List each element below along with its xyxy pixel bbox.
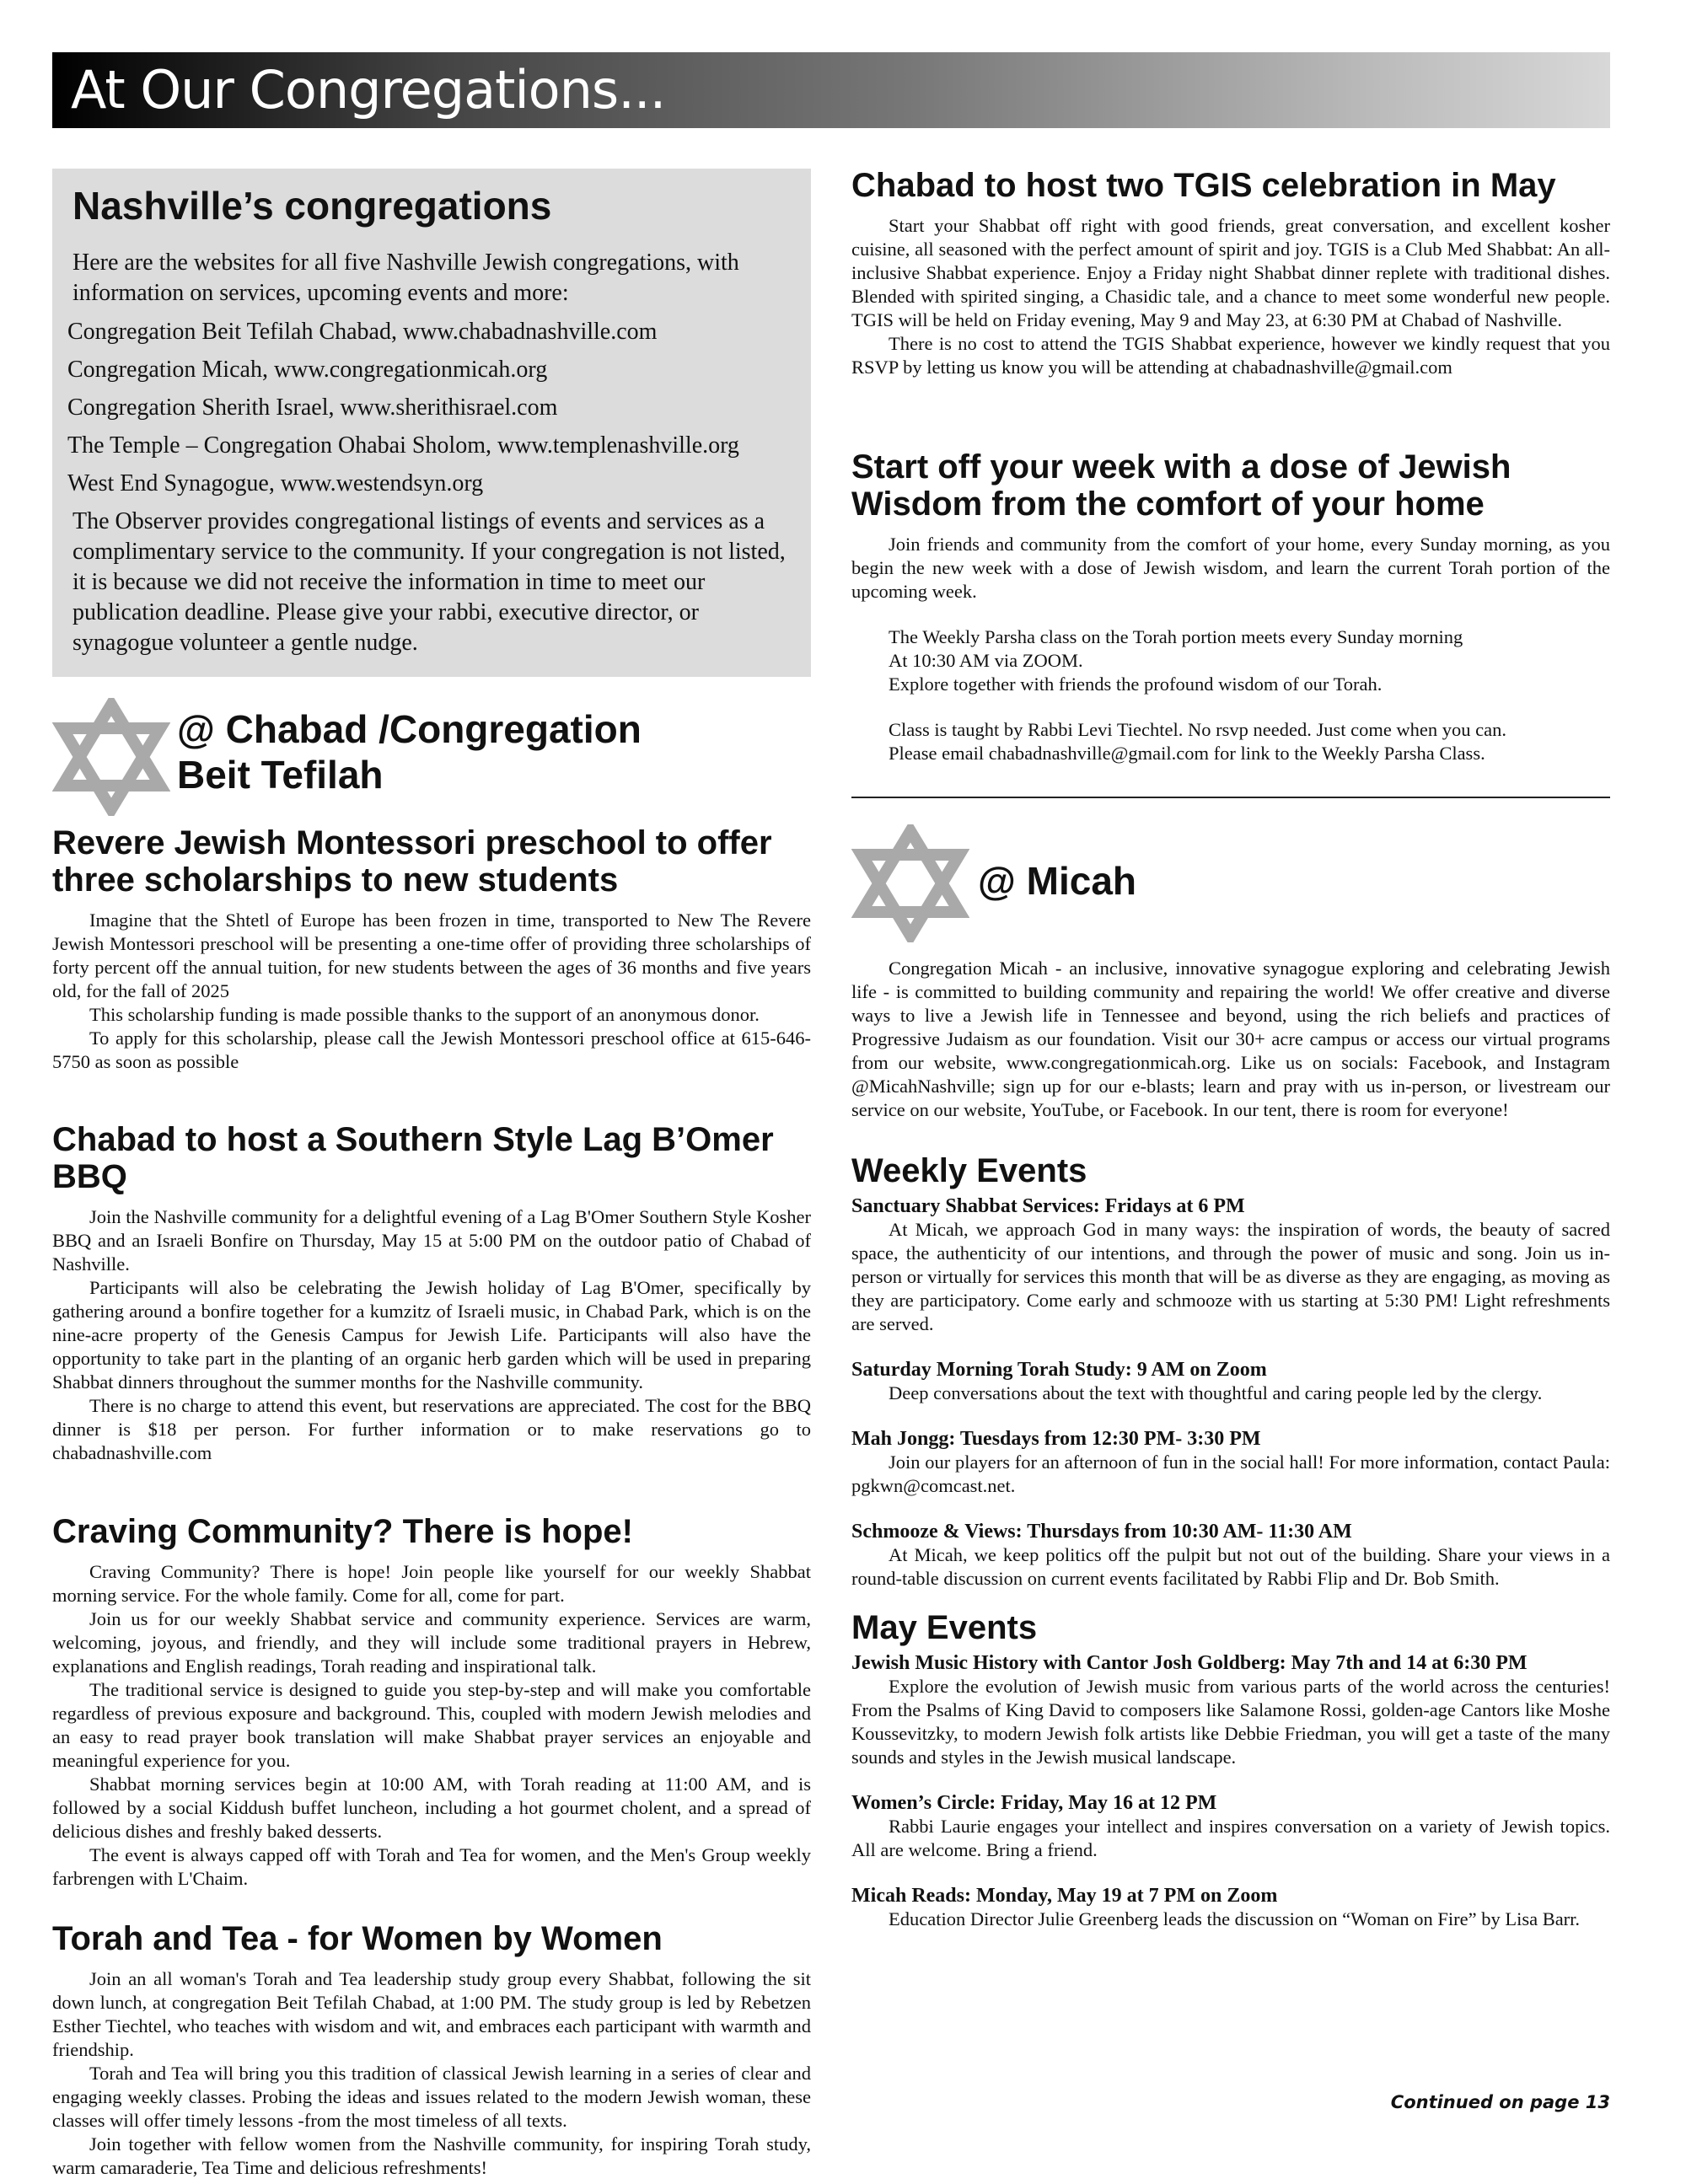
event-text: Explore the evolution of Jewish music from various parts of the world across the centuries! From the Psalms of King David to composers like Salamone Rossi, golden-age Cantors like Moshe Koussevitzky, to modern Jewish folk artists like Debbie Friedman, you will get a taste of the many sounds and styles in the Jewish musical landscape. bbox=[851, 1676, 1610, 1768]
paragraph: Imagine that the Shtetl of Europe has been frozen in time, transported to New The Revere Jewish Montessori preschool will be presenting a one-time offer of providing three scholarships of forty percent off the annual tuition, for new students between the ages of 36 months and five years old, for the fall of 2025 bbox=[52, 910, 811, 1001]
paragraph: Torah and Tea will bring you this tradition of classical Jewish learning in a series of clear and engaging weekly classes. Probing the ideas and issues related to the modern Jewish woman, these classes will offer timely lessons -from the most timeless of all texts. bbox=[52, 2063, 811, 2131]
box-note: The Observer provides congregational listings of events and services as a complimentary service to the community. If your congregation is not listed, it is because we did not receive the information in time to meet our publication deadline. Please give your rabbi, executive director, or synagogue volunteer a gentle nudge. bbox=[72, 508, 786, 656]
site-item: Congregation Sherith Israel, www.sherithisrael.com bbox=[67, 394, 558, 421]
article-lag-bomer bbox=[52, 1121, 811, 1465]
box-title: Nashville’s congregations bbox=[72, 184, 552, 228]
chabad-heading-line1: @ Chabad /Congregation bbox=[177, 707, 642, 751]
paragraph: Craving Community? There is hope! Join people like yourself for our weekly Shabbat morning service. For the whole family. Come for all, come for part. bbox=[52, 1561, 811, 1606]
event-item bbox=[851, 1791, 1610, 1862]
paragraph: There is no charge to attend this event, but reservations are appreciated. The cost for the BBQ dinner is $18 per person. For further information or to make reservations go to chabadnashville.com bbox=[52, 1395, 811, 1463]
event-text: Education Director Julie Greenberg leads the discussion on “Woman on Fire” by Lisa Barr. bbox=[889, 1908, 1581, 1929]
event-title: Jewish Music History with Cantor Josh Goldberg: May 7th and 14 at 6:30 PM bbox=[851, 1652, 1528, 1674]
site-item: The Temple – Congregation Ohabai Sholom, www.templenashville.org bbox=[67, 432, 739, 459]
article-title: Chabad to host a Southern Style Lag B’Omer BBQ bbox=[52, 1121, 774, 1195]
article-title: Revere Jewish Montessori preschool to offer three scholarships to new students bbox=[52, 824, 772, 899]
event-title: Mah Jongg: Tuesdays from 12:30 PM- 3:30 PM bbox=[851, 1428, 1261, 1450]
article-title: Start off your week with a dose of Jewish Wisdom from the comfort of your home bbox=[851, 448, 1511, 523]
article-craving-community bbox=[52, 1513, 811, 1891]
event-item bbox=[851, 1358, 1610, 1405]
micah-section-heading: @ Micah bbox=[978, 859, 1136, 903]
site-item: Congregation Beit Tefilah Chabad, www.chabadnashville.com bbox=[67, 319, 658, 345]
article-weekly-parsha bbox=[851, 448, 1610, 765]
article-title: Craving Community? There is hope! bbox=[52, 1513, 633, 1550]
article-tgis bbox=[851, 167, 1610, 379]
chabad-section-heading bbox=[177, 706, 642, 797]
event-text: At Micah, we approach God in many ways: the inspiration of words, the beauty of sacred space, the authenticity of our intentions, and through the power of music and song. Join us in-person or virtually for services this month that will be as diverse as they are engaging, as moving as they are participatory. Come early and schmooze with us starting at 5:30 PM! Light refreshments are served. bbox=[851, 1219, 1610, 1334]
paragraph: Shabbat morning services begin at 10:00 AM, with Torah reading at 11:00 AM, and is followed by a social Kiddush buffet luncheon, including a hot gourmet cholent, and a spread of delicious dishes and freshly baked desserts. bbox=[52, 1773, 811, 1842]
site-item: West End Synagogue, www.westendsyn.org bbox=[67, 470, 484, 496]
micah-section bbox=[851, 957, 1610, 1931]
paragraph: There is no cost to attend the TGIS Shabbat experience, however we kindly request that you RSVP by letting us know you will be attending at chabadnashville@gmail.com bbox=[851, 333, 1610, 378]
event-title: Saturday Morning Torah Study: 9 AM on Zoom bbox=[851, 1359, 1267, 1381]
class-line: The Weekly Parsha class on the Torah portion meets every Sunday morning bbox=[889, 626, 1463, 647]
banner-title: At Our Congregations... bbox=[71, 59, 666, 121]
paragraph: Join us for our weekly Shabbat service and community experience. Services are warm, welcoming, joyous, and friendly, and they will include some traditional prayers in Hebrew, explanations and English readings, Torah reading and inspirational talk. bbox=[52, 1608, 811, 1677]
event-text: At Micah, we keep politics off the pulpit but not out of the building. Share your views in a round-table discussion on current events facilitated by Rabbi Flip and Dr. Bob Smith. bbox=[851, 1544, 1610, 1589]
class-line: Please email chabadnashville@gmail.com for link to the Weekly Parsha Class. bbox=[889, 743, 1485, 764]
article-torah-and-tea bbox=[52, 1920, 811, 2180]
continued-link[interactable]: Continued on page 13 bbox=[1390, 2092, 1610, 2112]
paragraph: Join the Nashville community for a delightful evening of a Lag B'Omer Southern Style Kosher BBQ and an Israeli Bonfire on Thursday, May 15 at 5:00 PM on the outdoor patio of Chabad of Nashville. bbox=[52, 1206, 811, 1274]
article-montessori bbox=[52, 824, 811, 1074]
event-text: Deep conversations about the text with thoughtful and caring people led by the clergy. bbox=[889, 1382, 1543, 1403]
paragraph: Join an all woman's Torah and Tea leadership study group every Shabbat, following the sit down lunch, at congregation Beit Tefilah Chabad, at 1:00 PM. The study group is led by Rebetzen Esther Tiechtel, who teaches with wisdom and wit, and embraces each participant with warmth and friendship. bbox=[52, 1968, 811, 2060]
star-of-david-icon bbox=[52, 698, 170, 816]
event-title: Sanctuary Shabbat Services: Fridays at 6 PM bbox=[851, 1195, 1245, 1217]
paragraph: To apply for this scholarship, please call the Jewish Montessori preschool office at 615-646-5750 as soon as possible bbox=[52, 1028, 811, 1072]
paragraph: Participants will also be celebrating the Jewish holiday of Lag B'Omer, specifically by gathering around a bonfire together for a kumzitz of Israeli music, in Chabad Park, which is on the nine-acre property of the Genesis Campus for Jewish Life. Participants will also have the opportunity to take part in the planting of an organic herb garden which will be used in preparing Shabbat dinners throughout the summer months for the Nashville community. bbox=[52, 1277, 811, 1393]
article-title: Torah and Tea - for Women by Women bbox=[52, 1920, 663, 1957]
event-title: Micah Reads: Monday, May 19 at 7 PM on Zoom bbox=[851, 1885, 1278, 1907]
congregations-box bbox=[52, 169, 811, 677]
section-banner bbox=[52, 52, 1610, 128]
chabad-heading-line2: Beit Tefilah bbox=[177, 753, 384, 797]
class-line: Class is taught by Rabbi Levi Tiechtel. No rsvp needed. Just come when you can. bbox=[889, 719, 1507, 740]
paragraph: The traditional service is designed to guide you step-by-step and will make you comfortable regardless of previous exposure and background. This, coupled with modern Jewish melodies and an easy to read prayer book translation will make Shabbat prayer services an enjoyable and meaningful experience for you. bbox=[52, 1679, 811, 1771]
micah-intro: Congregation Micah - an inclusive, innovative synagogue exploring and celebrating Jewish life - is committed to building community and repairing the world! We offer creative and diverse ways to live a Jewish life in Tennessee and beyond, using the rich beliefs and practices of Progressive Judaism as our foundation. Visit our 30+ acre campus or access our virtual programs from our website, www.congregationmicah.org. Like us on socials: Facebook, and Instagram @MicahNashville; sign up for our e-blasts; learn and pray with us in-person, or livestream our service on our website, YouTube, or Facebook. In our tent, there is room for everyone! bbox=[851, 958, 1610, 1120]
section-divider bbox=[851, 797, 1610, 798]
article-title: Chabad to host two TGIS celebration in May bbox=[851, 167, 1556, 204]
event-text: Rabbi Laurie engages your intellect and inspires conversation on a variety of Jewish topics. All are welcome. Bring a friend. bbox=[851, 1816, 1610, 1860]
paragraph: Start your Shabbat off right with good friends, great conversation, and excellent kosher cuisine, all seasoned with the perfect amount of spirit and joy. TGIS is a Club Med Shabbat: An all-inclusive Shabbat experience. Enjoy a Friday night Shabbat dinner replete with traditional dishes. Blended with spirited singing, a Chasidic tale, and a chance to meet some wonderful new people. TGIS will be held on Friday evening, May 9 and May 23, at 6:30 PM at Chabad of Nashville. bbox=[851, 215, 1610, 330]
event-title: Women’s Circle: Friday, May 16 at 12 PM bbox=[851, 1792, 1217, 1814]
event-item bbox=[851, 1427, 1610, 1498]
class-line: Explore together with friends the profound wisdom of our Torah. bbox=[889, 673, 1383, 695]
star-of-david-icon bbox=[851, 824, 969, 942]
event-item bbox=[851, 1194, 1610, 1336]
site-item: Congregation Micah, www.congregationmicah.org bbox=[67, 357, 548, 383]
box-intro: Here are the websites for all five Nashville Jewish congregations, with information on services, upcoming events and more: bbox=[72, 250, 739, 306]
paragraph: Join friends and community from the comfort of your home, every Sunday morning, as you begin the new week with a dose of Jewish wisdom, and learn the current Torah portion of the upcoming week. bbox=[851, 534, 1610, 602]
paragraph: The event is always capped off with Torah and Tea for women, and the Men's Group weekly farbrengen with L'Chaim. bbox=[52, 1844, 811, 1889]
may-events-heading: May Events bbox=[851, 1609, 1038, 1646]
event-title: Schmooze & Views: Thursdays from 10:30 AM- 11:30 AM bbox=[851, 1521, 1352, 1543]
paragraph: Join together with fellow women from the Nashville community, for inspiring Torah study, warm camaraderie, Tea Time and delicious refreshments! bbox=[52, 2133, 811, 2178]
event-item bbox=[851, 1520, 1610, 1591]
paragraph: This scholarship funding is made possible thanks to the support of an anonymous donor. bbox=[89, 1004, 760, 1025]
event-item bbox=[851, 1651, 1610, 1769]
class-line: At 10:30 AM via ZOOM. bbox=[889, 650, 1083, 671]
event-item bbox=[851, 1884, 1610, 1931]
weekly-events-heading: Weekly Events bbox=[851, 1152, 1087, 1189]
event-text: Join our players for an afternoon of fun in the social hall! For more information, contact Paula: pgkwn@comcast.net. bbox=[851, 1452, 1610, 1496]
